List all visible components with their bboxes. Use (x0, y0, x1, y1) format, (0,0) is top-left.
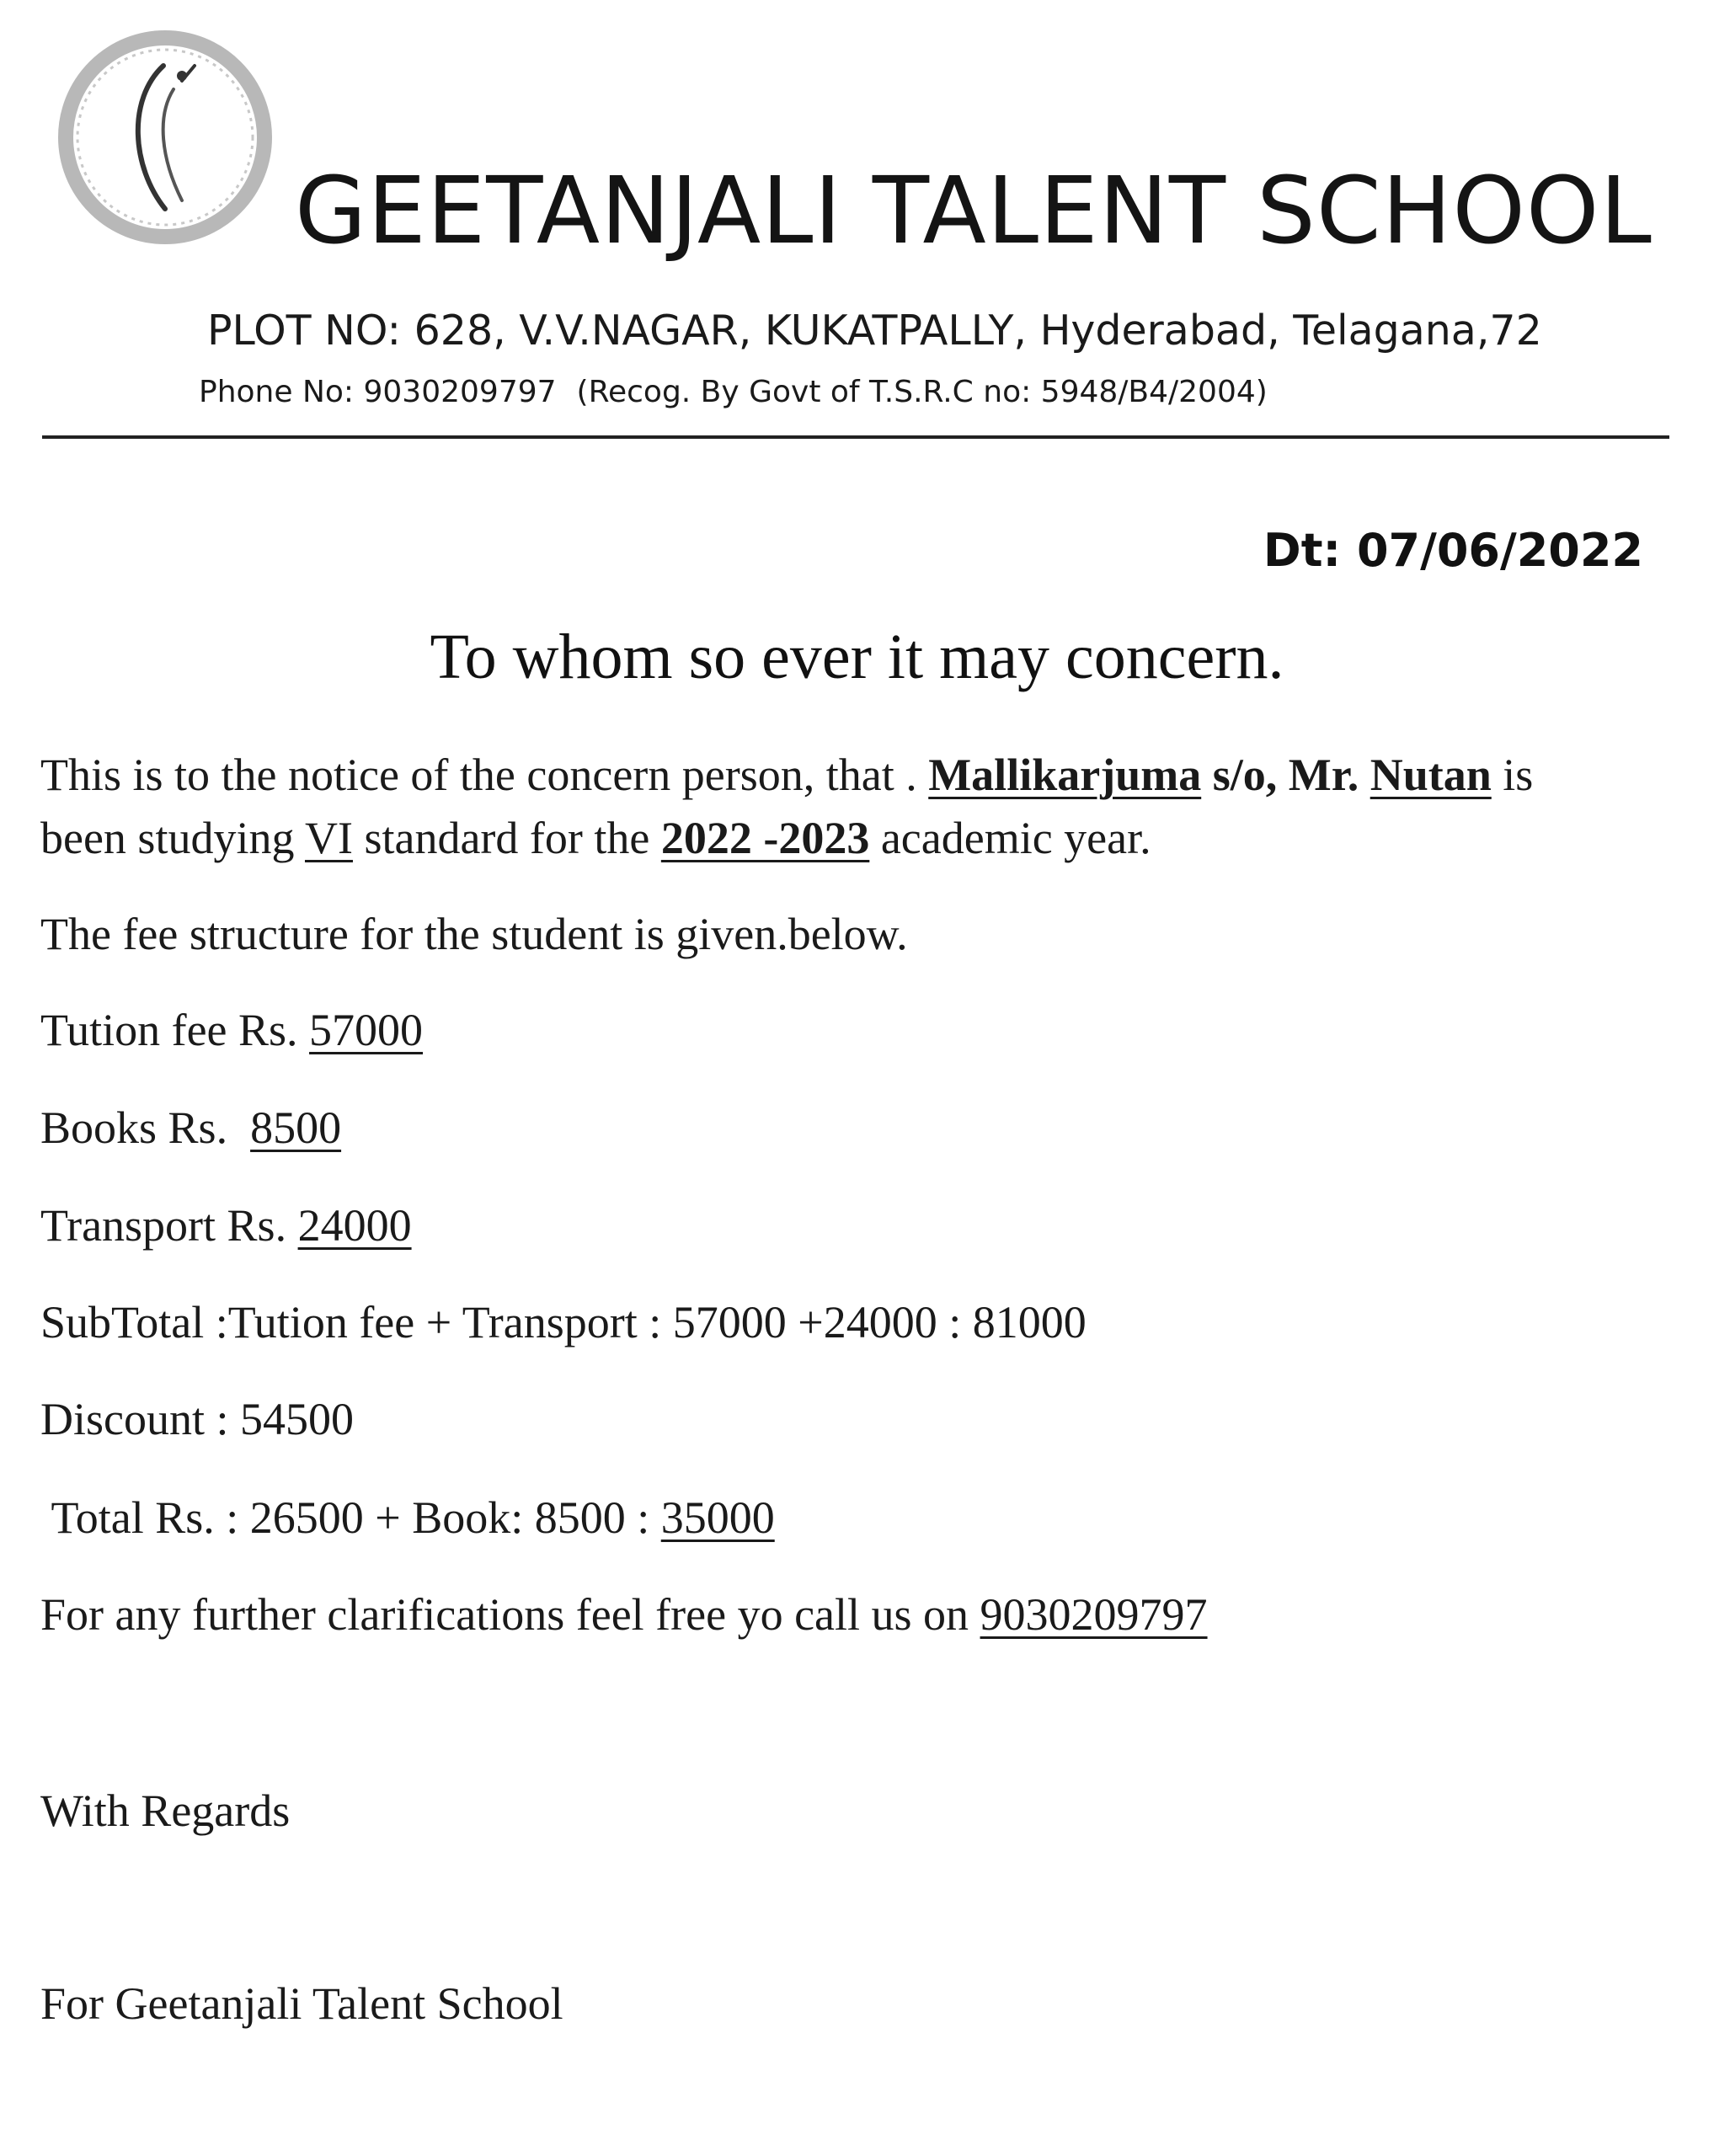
header-divider (42, 435, 1669, 439)
standard: VI (304, 813, 353, 863)
contact-line-body (40, 1589, 1208, 1640)
intro-text: been studying (40, 813, 305, 863)
total-label: Total Rs. : 26500 + Book: 8500 : (40, 1492, 661, 1543)
contact-phone: 9030209797 (980, 1589, 1208, 1640)
contact-line (199, 377, 1268, 408)
intro-text: standard for the (352, 813, 661, 863)
books-line (40, 1102, 342, 1153)
tuition-fee-line (40, 1007, 423, 1053)
subtotal-line: SubTotal :Tution fee + Transport : 57000 +24000 : 81000 (40, 1297, 1087, 1348)
sign-off: For Geetanjali Talent School (40, 1978, 563, 2029)
intro-text: is (1491, 750, 1534, 800)
school-address: PLOT NO: 628, V.V.NAGAR, KUKATPALLY, Hyderabad, Telagana,72 (207, 307, 1542, 355)
school-logo (56, 15, 275, 259)
books-label: Books Rs. (40, 1102, 251, 1153)
salutation: To whom so ever it may concern. (430, 622, 1284, 692)
recognition-text: (Recog. By Govt of T.S.R.C no: 5948/B4/2004) (576, 375, 1268, 409)
intro-text: s/o, Mr. (1201, 750, 1370, 800)
intro-text: academic year. (869, 813, 1151, 863)
intro-text: This is to the notice of the concern person, that . (40, 750, 929, 800)
academic-year: 2022 -2023 (660, 813, 870, 863)
tuition-label: Tution fee Rs. (40, 1005, 310, 1055)
contact-label: For any further clarifications feel free yo call us on (40, 1589, 980, 1640)
books-amount: 8500 (250, 1102, 342, 1153)
school-name: GEETANJALI TALENT SCHOOL (295, 157, 1653, 264)
total-amount: 35000 (660, 1492, 775, 1543)
regards: With Regards (40, 1785, 291, 1836)
parent-name: Nutan (1370, 750, 1492, 800)
total-line (40, 1492, 775, 1543)
student-name: Mallikarjuma (928, 750, 1202, 800)
fee-intro: The fee structure for the student is given.below. (40, 909, 908, 959)
letter-date: Dt: 07/06/2022 (1263, 524, 1643, 577)
intro-line-1 (40, 752, 1533, 798)
intro-line-2 (40, 815, 1151, 861)
tuition-amount: 57000 (309, 1005, 424, 1055)
transport-amount: 24000 (297, 1200, 412, 1251)
discount-line: Discount : 54500 (40, 1394, 354, 1444)
school-phone: Phone No: 9030209797 (199, 375, 557, 409)
transport-line (40, 1200, 412, 1251)
transport-label: Transport Rs. (40, 1200, 298, 1251)
